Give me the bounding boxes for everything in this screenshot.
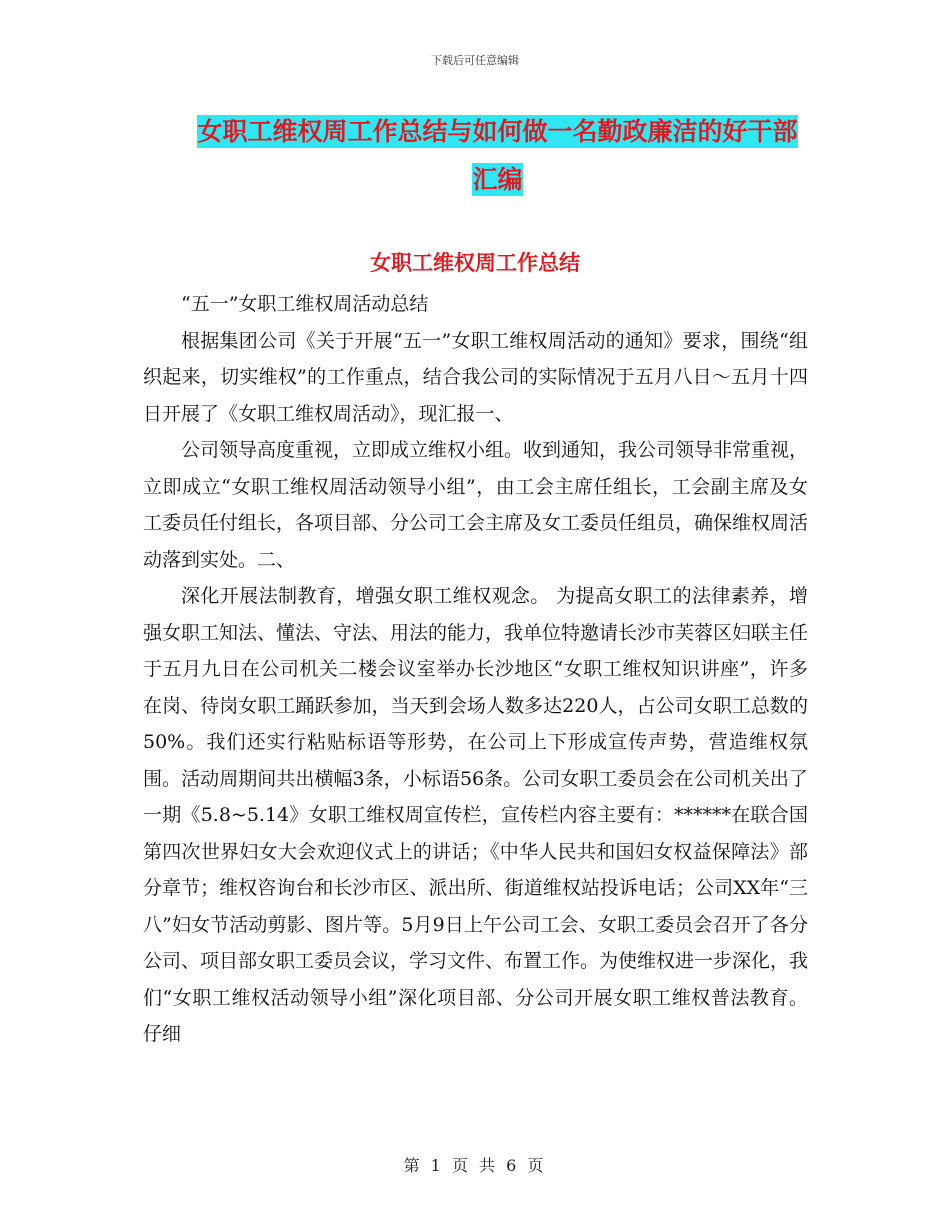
header-note: 下载后可任意编辑	[431, 54, 519, 67]
document-title	[190, 108, 805, 204]
document-body	[143, 286, 808, 1053]
page-footer: 第 1 页 共 6 页	[403, 1156, 547, 1175]
paragraph-4: 深化开展法制教育，增强女职工维权观念。 为提高女职工的法律素养，增强女职工知法、懂法、守法、用法的能力，我单位特邀请长沙市芙蓉区妇联主任于五月九日在公司机关二楼会议室举办长沙地区“女职工维权知识讲座”，许多在岗、待岗女职工踊跃参加，当天到会场人数多达220人，占公司女职工总数的50%。我们还实行粘贴标语等形势，在公司上下形成宣传声势，营造维权氛围。活动周期间共出横幅3条，小标语56条。公司女职工委员会在公司机关出了一期《5.8~5.14》女职工维权周宣传栏，宣传栏内容主要有：******在联合国第四次世界妇女大会欢迎仪式上的讲话；《中华人民共和国妇女权益保障法》部分章节；维权咨询台和长沙市区、派出所、街道维权站投诉电话；公司XX年“三八”妇女节活动剪影、图片等。5月9日上午公司工会、女职工委员会召开了各分公司、项目部女职工委员会议，学习文件、布置工作。为使维权进一步深化，我们“女职工维权活动领导小组”深化项目部、分公司开展女职工维权普法教育。仔细	[143, 585, 809, 1045]
section-title: 女职工维权周工作总结	[370, 251, 580, 275]
paragraph-2: 根据集团公司《关于开展“五一”女职工维权周活动的通知》要求，围绕“组织起来，切实维权”的工作重点，结合我公司的实际情况于五月八日～五月十四日开展了《女职工维权周活动》，现汇报一、	[143, 329, 808, 425]
paragraph-1: “五一”女职工维权周活动总结	[181, 293, 429, 315]
document-title-text: 女职工维权周工作总结与如何做一名勤政廉洁的好干部汇编	[197, 117, 798, 194]
paragraph-3: 公司领导高度重视，立即成立维权小组。收到通知，我公司领导非常重视，立即成立“女职工维权周活动领导小组”，由工会主席任组长，工会副主席及女工委员任付组长，各项目部、分公司工会主席及女工委员任组员，确保维权周活动落到实处。二、	[143, 439, 809, 571]
